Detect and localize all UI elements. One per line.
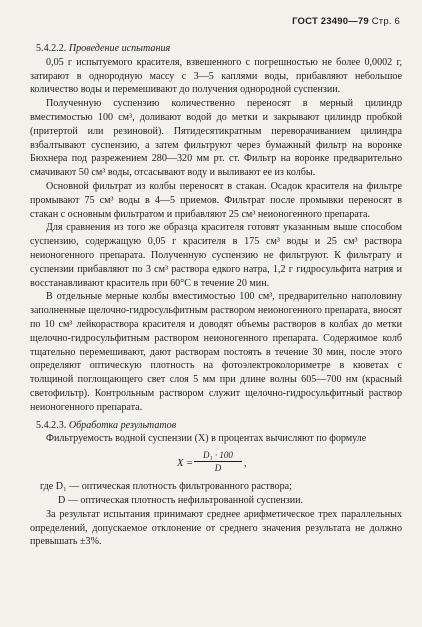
paragraph-filtration: Полученную суспензию количественно переносят в мерный цилиндр вместимостью 100 см³, доливают водой до метки и закрывают цилиндр пробкой (притертой или резиновой). Пятидесятикратным переворачиванием цилиндра взбалтывают суспензию, а затем фильтруют через бумажный фильтр на воронке Бюхнера под разрежением 280—320 мм рт. ст. Фильтр на воронке предварительно смачивают 50 см³ воды, отсасывают воду и выливают ее из колбы. [30,98,402,179]
filterability-formula [30,450,402,478]
definition-d1: где D₁ — оптическая плотность фильтрованного раствора; [40,481,292,493]
section-title: Проведение испытания [68,43,171,54]
formula-numerator: D₁ · 100 [194,450,242,462]
document-body [30,40,402,549]
definition-d: D — оптическая плотность нефильтрованной суспензии. [58,494,304,506]
page-number: Стр. 6 [371,16,400,27]
standard-number: ГОСТ 23490—79 [292,16,369,27]
formula-definitions [30,480,402,508]
paragraph-comparison-sample: Для сравнения из того же образца красителя готовят указанным выше способом суспензию, содержащую 0,05 г красителя в 175 см³ воды и 25 см³ раствора неионогенного препарата. Полученную суспензию не фильтруют. К фильтрату и суспензии прибавляют по 3 см³ раствора едкого натра, 1,2 г гидросульфита натрия и восстанавливают краситель при 60°С в течение 20 мин. [30,222,402,289]
formula-denominator: D [214,463,222,474]
paragraph-sample-preparation: 0,05 г испытуемого красителя, взвешенного с погрешностью не более 0,0002 г, затирают в однородную массу с 3—5 каплями воды, прибавляют небольшое количество воды и перемешивают до получения однородной суспензии. [30,56,402,96]
paragraph-formula-intro: Фильтруемость водной суспензии (X) в процентах вычисляют по формуле [46,433,367,445]
formula-tail: , [244,458,247,470]
formula-lhs: X = [177,458,194,470]
section-heading-5-4-2-3 [30,419,402,433]
section-heading-5-4-2-2 [30,42,402,56]
section-number: 5.4.2.2. [36,43,67,54]
paragraph-result: За результат испытания принимают среднее арифметическое трех параллельных определений, допускаемое отклонение от среднего значения результата не должно превышать ±3%. [30,508,402,548]
section-title: Обработка результатов [68,419,177,431]
page-header [292,16,400,27]
formula-fraction [194,450,242,473]
paragraph-measurement: В отдельные мерные колбы вместимостью 100 см³, предварительно наполовину заполненные щелочно-гидросульфитным раствором неионогенного препарата, вносят по 10 см³ лейкораствора красителя и доводят объемы растворов в колбах до метки щелочно-гидросульфитным раствором неионогенного препарата. Содержимое колб тщательно перемешивают, дают растворам постоять в течение 30 мин, после этого определяют оптическую плотность на фотоэлектроколориметре в кюветах с толщиной поглощающего свет слоя 5 мм при длине волны 605—700 нм (красный светофильтр). Контрольным раствором служит щелочно-гидросульфитный раствор неионогенного препарата. [30,291,402,413]
section-number: 5.4.2.3. [36,419,67,431]
paragraph-filtrate: Основной фильтрат из колбы переносят в стакан. Осадок красителя на фильтре промывают 75 см³ воды в 4—5 приемов. Фильтрат после промывки переносят в стакан с основным фильтратом и прибавляют 25 см³ неионогенного препарата. [30,180,402,220]
